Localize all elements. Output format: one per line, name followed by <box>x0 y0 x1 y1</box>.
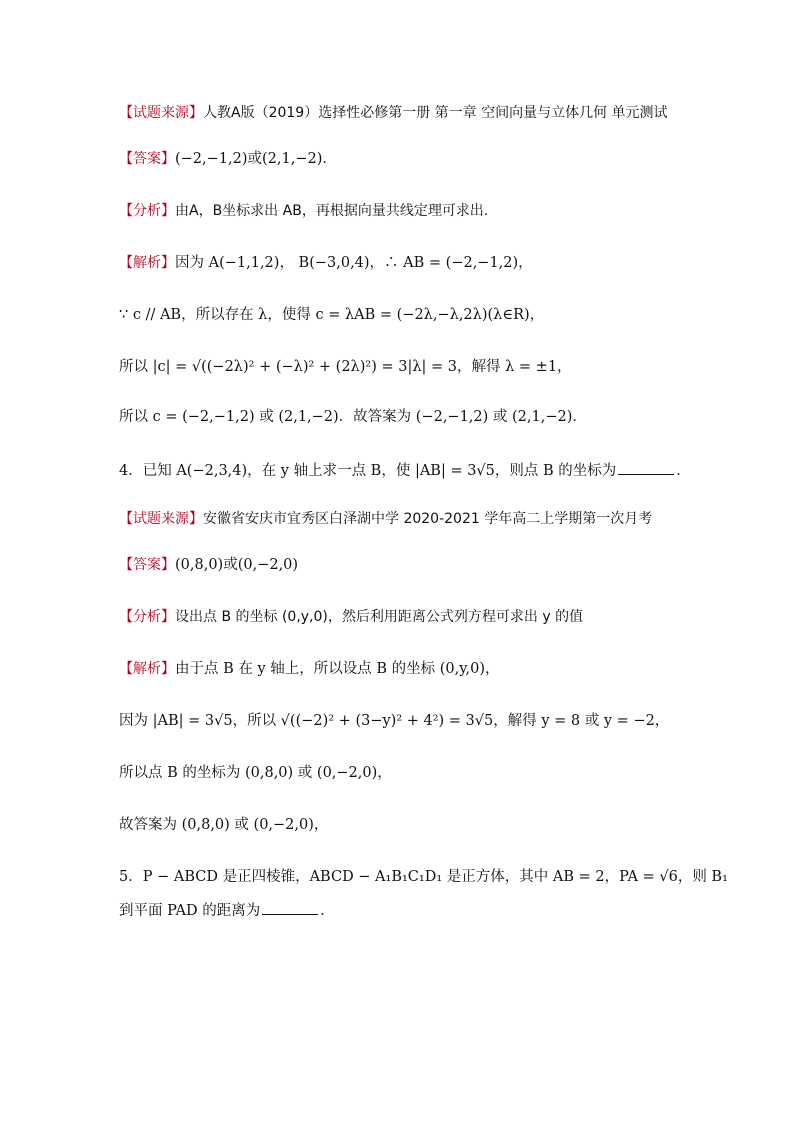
solution-text: ∵ c // AB，所以存在 λ，使得 c = λAB = (−2λ,−λ,2λ)(λ∈R)， <box>119 307 545 323</box>
q3-solution-line-4 <box>119 406 719 428</box>
q3-solution-line-2 <box>119 304 719 326</box>
q4-solution-line-3 <box>119 762 719 784</box>
solution-text: 所以 |c| = √((−2λ)² + (−λ)² + (2λ)²) = 3|λ| = 3，解得 λ = ±1， <box>119 359 572 375</box>
stem-suffix: ． <box>676 463 691 479</box>
analysis-tag: 【分析】 <box>119 203 175 219</box>
q3-analysis-line <box>119 200 719 222</box>
analysis-text: 设出点 B 的坐标 (0,y,0)，然后利用距离公式列方程可求出 y 的值 <box>175 609 584 625</box>
q4-source-line <box>119 508 719 530</box>
solution-tag: 【解析】 <box>119 255 175 271</box>
q4-analysis-line <box>119 606 719 628</box>
source-text: 人教A版（2019）选择性必修第一册 第一章 空间向量与立体几何 单元测试 <box>203 105 668 121</box>
solution-text: 所以点 B 的坐标为 (0,8,0) 或 (0,−2,0)， <box>119 765 392 781</box>
solution-text: 由于点 B 在 y 轴上，所以设点 B 的坐标 (0,y,0)， <box>175 661 500 677</box>
analysis-tag: 【分析】 <box>119 609 175 625</box>
analysis-text: 由A，B坐标求出 AB，再根据向量共线定理可求出. <box>175 203 489 219</box>
question-stem: 到平面 PAD 的距离为 <box>119 903 261 919</box>
solution-text: 所以 c = (−2,−1,2) 或 (2,1,−2)．故答案为 (−2,−1,2) 或 (2,1,−2)． <box>119 409 587 425</box>
answer-tag: 【答案】 <box>119 557 175 573</box>
answer-blank <box>618 460 674 475</box>
answer-text: (0,8,0)或(0,−2,0) <box>175 557 299 573</box>
solution-tag: 【解析】 <box>119 661 175 677</box>
q4-solution-line-2 <box>119 710 719 732</box>
q3-answer-line <box>119 148 719 170</box>
stem-suffix: ． <box>320 903 335 919</box>
source-tag: 【试题来源】 <box>119 511 203 527</box>
q3-source-line <box>119 102 719 124</box>
q3-solution-line-1 <box>119 252 719 274</box>
q4-stem <box>119 460 719 482</box>
solution-text: 因为 |AB| = 3√5，所以 √((−2)² + (3−y)² + 4²) = 3√5，解得 y = 8 或 y = −2， <box>119 713 670 729</box>
answer-text: (−2,−1,2)或(2,1,−2)． <box>175 151 337 167</box>
question-stem: 4．已知 A(−2,3,4)，在 y 轴上求一点 B，使 |AB| = 3√5，则点 B 的坐标为 <box>119 463 617 479</box>
source-text: 安徽省安庆市宜秀区白泽湖中学 2020-2021 学年高二上学期第一次月考 <box>203 511 653 527</box>
q3-solution-line-3 <box>119 356 719 378</box>
answer-blank <box>262 900 318 915</box>
solution-text: 故答案为 (0,8,0) 或 (0,−2,0)， <box>119 817 329 833</box>
solution-text: 因为 A(−1,1,2)， B(−3,0,4)，∴ AB = (−2,−1,2)， <box>175 255 533 271</box>
question-stem: 5．P − ABCD 是正四棱锥，ABCD − A₁B₁C₁D₁ 是正方体，其中 AB = 2，PA = √6，则 B₁ <box>119 869 728 885</box>
q4-solution-line-1 <box>119 658 719 680</box>
q5-stem-line-2 <box>119 900 719 922</box>
q5-stem-line-1 <box>119 866 728 888</box>
q4-answer-line <box>119 554 719 576</box>
source-tag: 【试题来源】 <box>119 105 203 121</box>
q4-solution-line-4 <box>119 814 719 836</box>
answer-tag: 【答案】 <box>119 151 175 167</box>
